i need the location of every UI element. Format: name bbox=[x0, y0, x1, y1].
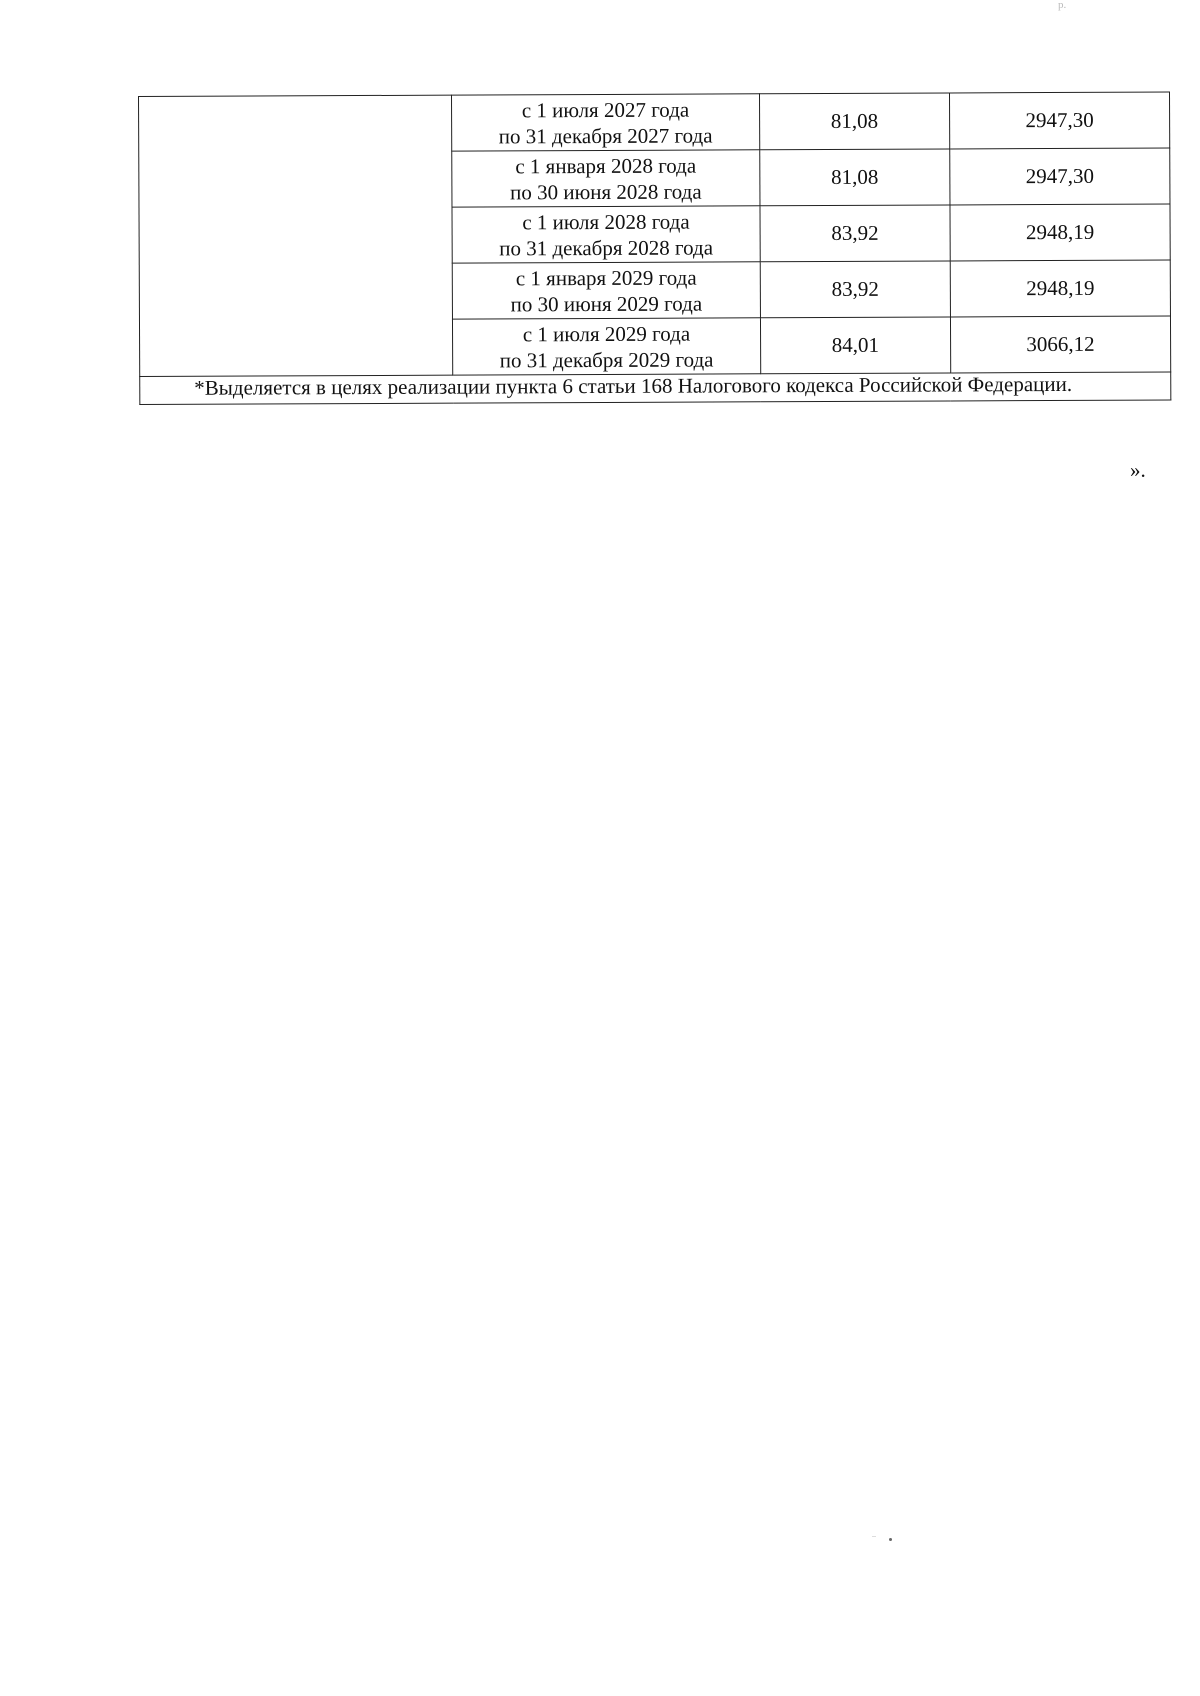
value-cell: 2948,19 bbox=[950, 260, 1170, 317]
value-cell: 83,92 bbox=[760, 261, 950, 318]
value-cell: 81,08 bbox=[759, 93, 949, 150]
period-from: с 1 января 2029 года bbox=[515, 265, 697, 290]
value-cell: 83,92 bbox=[760, 205, 950, 262]
footnote-cell bbox=[140, 372, 1171, 404]
value-cell: 81,08 bbox=[759, 149, 949, 206]
period-to: по 31 декабря 2028 года bbox=[499, 234, 714, 260]
tariff-table bbox=[138, 91, 1171, 405]
period-to: по 30 июня 2029 года bbox=[510, 291, 703, 316]
value-cell: 84,01 bbox=[760, 317, 950, 374]
period-from: с 1 июля 2027 года bbox=[521, 97, 690, 122]
period-cell bbox=[452, 206, 760, 263]
period-from: с 1 июля 2029 года bbox=[522, 321, 691, 346]
scan-speck bbox=[872, 1536, 876, 1537]
period-to: по 30 июня 2028 года bbox=[510, 179, 702, 204]
period-cell bbox=[452, 150, 760, 207]
value-cell: 3066,12 bbox=[950, 316, 1170, 373]
scan-speck bbox=[889, 1538, 892, 1541]
closing-quote: ». bbox=[1130, 458, 1146, 482]
empty-merged-cell bbox=[139, 95, 453, 376]
footnote-row bbox=[140, 372, 1171, 404]
footnote-text: *Выделяется в целях реализации пункта 6 статьи 168 Налогового кодекса Российской Федерации. bbox=[194, 371, 1073, 400]
period-from: с 1 июля 2028 года bbox=[522, 209, 690, 234]
period-from: с 1 января 2028 года bbox=[515, 153, 697, 178]
period-cell bbox=[452, 262, 760, 319]
table-row bbox=[139, 92, 1170, 152]
period-cell bbox=[453, 318, 761, 375]
period-to: по 31 декабря 2029 года bbox=[499, 346, 714, 372]
value-cell: 2947,30 bbox=[950, 148, 1170, 205]
period-cell bbox=[452, 94, 760, 151]
page-mark: р. bbox=[1058, 0, 1067, 11]
period-to: по 31 декабря 2027 года bbox=[498, 122, 713, 148]
value-cell: 2948,19 bbox=[950, 204, 1170, 261]
value-cell: 2947,30 bbox=[949, 92, 1169, 149]
